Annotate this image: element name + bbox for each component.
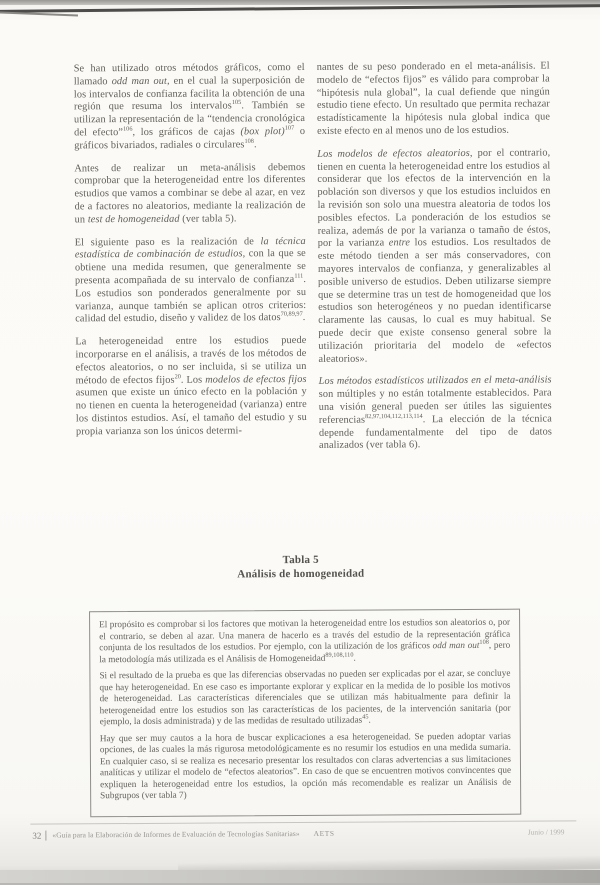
paragraph: Los modelos de efectos aleatorios, por el contrario, tienen en cuenta la heterogeneidad entre los estudios al considerar que los efectos de la intervención en la población son diversos y que los estudios incluidos en la revisión son solo una muestra aleatoria de todos los posibles efectos. La ponderación de los estudios se realiza, además de por la varianza o tamaño de éstos, por la varianza entre los estudios. Los resultados de este método tienden a ser más conservadores, con mayores intervalos de confianza, y generalizables al posible universo de estudios. Deben utilizarse siempre que se determine tras un test de homogeneidad que los estudios son heterogéneos y no puedan identificarse claramente las causas, lo cual es muy habitual. Se puede decir que existe consenso general sobre la utilización prioritaria del modelo de «efectos aleatorios». — [317, 147, 552, 365]
paragraph: Si el resultado de la prueba es que las diferencias observadas no pueden ser explicadas por el azar, se concluye que hay heterogeneidad. En ese caso es importante explorar y explicar en la medida de lo posible los motivos de heterogeneidad. Las características diferenciales que se utilizan más habitualmente para definir la heterogeneidad entre los estudios son las características de los pacientes, de la intervención sanitaria (por ejemplo, la dosis administrada) y de las medidas de resultado utilizadas$^{45}$. — [99, 667, 511, 727]
paragraph: El siguiente paso es la realización de la técnica estadística de combinación de estudios, con la que se obtiene una medida resumen, que generalmente se presenta acompañada de su intervalo de confianza$^{111}$. Los estudios son ponderados generalmente por su varianza, aunque también se aplican otros criterios: calidad del estudio, diseño y validez de los datos$^{70,89,97}$. — [74, 235, 307, 325]
paragraph: El propósito es comprobar si los factores que motivan la heterogeneidad entre los estudios son aleatorios o, por el contrario, se deben al azar. Una manera de hacerlo es a través del estudio de la representación gráfica conjunta de los resultados de los estudios. Por ejemplo, con la utilización de los gráficos odd man out$^{108}$, pero la metodología más utilizada es el Análisis de Homogeneidad$^{89,108,110}$. — [99, 616, 511, 664]
paragraph: Los métodos estadísticos utilizados en el meta-análisis son múltiples y no están totalmente establecidos. Para una visión general pueden ser útiles las siguientes referencias$^{82,97,104,112,113,114}$. La elección de la técnica depende fundamentalmente del tipo de datos analizados (ver tabla 6). — [318, 374, 552, 452]
table-5-title-text: Análisis de homogeneidad — [237, 567, 365, 580]
paragraph: La heterogeneidad entre los estudios puede incorporarse en el análisis, a través de los métodos de efectos aleatorios, o no ser incluida, si se utiliza un método de efectos fijos$^{20}$. Los modelos de efectos fijos asumen que existe un único efecto en la población y no tienen en cuenta la heterogeneidad (varianza) entre los distintos estudios. Así, el tamaño del estudio y su propia varianza son los únicos determi- — [75, 335, 307, 438]
paragraph: Hay que ser muy cautos a la hora de buscar explicaciones a esa heterogeneidad. Se pueden adoptar varias opciones, de las cuales la más rigurosa metodológicamente es no resumir los estudios en una medida sumaria. En cualquier caso, si se realiza es necesario presentar los resultados con claras advertencias a sus limitaciones analíticas y utilizar el modelo de “efectos aleatorios”. En caso de que se encuentren motivos convincentes que expliquen la heterogeneidad entre los estudios, la opción más recomendable es realizar un Análisis de Subgrupos (ver tabla 7) — [99, 730, 512, 801]
table-5-title — [1, 552, 600, 583]
table-5-title-number: Tabla 5 — [282, 553, 319, 567]
footer-rule — [30, 820, 576, 824]
left-column — [74, 62, 307, 449]
footer-divider — [45, 831, 46, 841]
footer-date: Junio / 1999 — [527, 827, 565, 837]
scan-edge-bottom — [0, 870, 600, 883]
page-number: 32 — [32, 830, 42, 841]
paragraph: Antes de realizar un meta-análisis debemos comprobar que la heterogeneidad entre los diferentes estudios que vamos a combinar se debe al azar, en vez de a factores no aleatorios, mediante la realización de un test de homogeneidad (ver tabla 5). — [74, 161, 306, 226]
footer-org: AETS — [313, 828, 335, 838]
footer — [32, 825, 576, 842]
footer-citation: «Guía para la Elaboración de Informes de Evaluación de Tecnologías Sanitarias» — [52, 829, 300, 840]
paragraph: nantes de su peso ponderado en el meta-análisis. El modelo de “efectos fijos” es válido para comprobar la “hipótesis nula global”, la cual defiende que ningún estudio tiene efecto. Un resultado que permita rechazar estadísticamente la hipótesis nula global indica que existe efecto en al menos uno de los estudios. — [316, 60, 551, 137]
table-5-box — [89, 609, 521, 818]
paragraph: Se han utilizado otros métodos gráficos, como el llamado odd man out, en el cual la superposición de los intervalos de confianza facilita la obtención de una región que resuma los intervalos$^{105}$. También se utilizan la representación de la “tendencia cronológica del efecto”$^{106}$, los gráficos de cajas (box plot)$^{107}$ o gráficos bivariados, radiales o circulares$^{108}$. — [73, 61, 306, 152]
right-column — [317, 60, 552, 463]
